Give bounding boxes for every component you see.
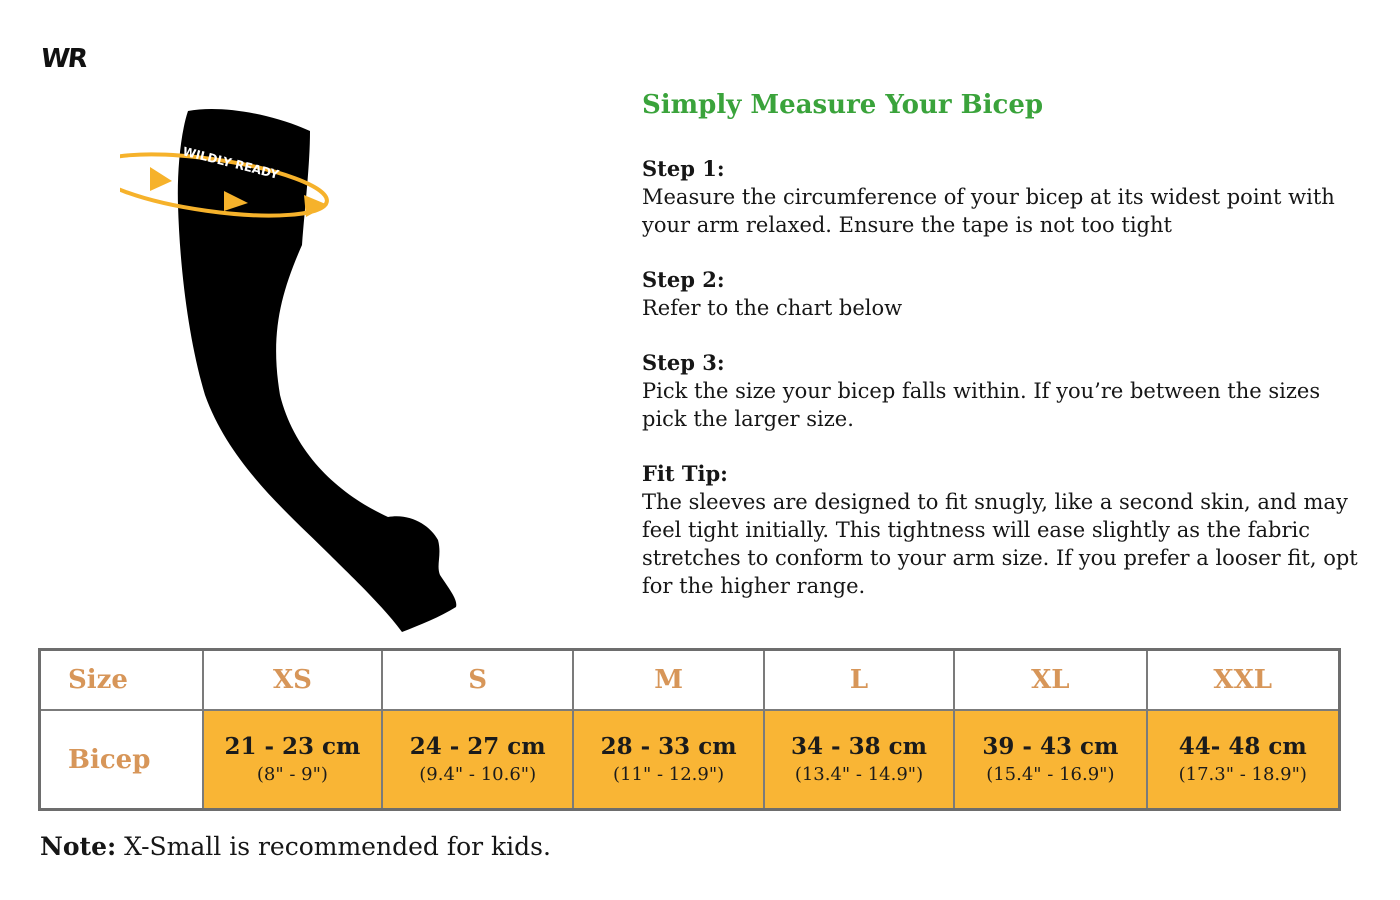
bicep-cell-l bbox=[764, 710, 954, 810]
size-header-row bbox=[40, 650, 1340, 711]
instruction-step bbox=[642, 266, 1362, 322]
step-text: Refer to the chart below bbox=[642, 296, 903, 320]
bicep-cell-m bbox=[573, 710, 763, 810]
bicep-cell-xl bbox=[954, 710, 1146, 810]
sleeve-brand-text: WILDLY READY bbox=[181, 144, 281, 182]
size-s: S bbox=[382, 650, 573, 711]
bicep-cm: 24 - 27 cm bbox=[409, 732, 546, 760]
size-header-label: Size bbox=[40, 650, 203, 711]
bicep-cm: 39 - 43 cm bbox=[982, 732, 1119, 760]
bicep-inches: (13.4" - 14.9") bbox=[794, 763, 924, 785]
bicep-cm: 44- 48 cm bbox=[1178, 732, 1307, 760]
bicep-inches: (8" - 9") bbox=[256, 763, 328, 785]
step-text: Measure the circumference of your bicep at its widest point with your arm relaxed. Ensure the tape is not too tight bbox=[642, 185, 1335, 237]
step-title: Step 1: bbox=[642, 156, 725, 181]
bicep-inches: (9.4" - 10.6") bbox=[419, 763, 537, 785]
bicep-cm: 21 - 23 cm bbox=[224, 732, 361, 760]
bicep-inches: (17.3" - 18.9") bbox=[1178, 763, 1307, 785]
note-text: X-Small is recommended for kids. bbox=[116, 832, 551, 861]
instruction-step bbox=[642, 460, 1362, 600]
size-xl: XL bbox=[954, 650, 1146, 711]
note bbox=[40, 830, 551, 864]
bicep-inches: (15.4" - 16.9") bbox=[986, 763, 1115, 785]
size-xs: XS bbox=[203, 650, 382, 711]
bicep-cm: 34 - 38 cm bbox=[791, 732, 927, 760]
size-chart-table bbox=[38, 648, 1341, 811]
brand-logo bbox=[41, 44, 111, 74]
instructions-heading: Simply Measure Your Bicep bbox=[642, 90, 1044, 120]
note-label: Note: bbox=[40, 832, 117, 861]
arm-sleeve-illustration bbox=[120, 95, 480, 640]
bicep-cell-xxl bbox=[1147, 710, 1340, 810]
bicep-row bbox=[40, 710, 1340, 810]
bicep-row-label: Bicep bbox=[40, 710, 203, 810]
brand-logo-text: WR bbox=[39, 44, 88, 74]
bicep-inches: (11" - 12.9") bbox=[613, 763, 725, 785]
step-title: Step 3: bbox=[642, 350, 725, 375]
instruction-step bbox=[642, 349, 1362, 433]
step-title: Step 2: bbox=[642, 267, 725, 292]
size-l: L bbox=[764, 650, 954, 711]
step-text: Pick the size your bicep falls within. If you’re between the sizes pick the larger size. bbox=[642, 379, 1321, 431]
step-title: Fit Tip: bbox=[642, 461, 728, 486]
size-xxl: XXL bbox=[1147, 650, 1340, 711]
instruction-step bbox=[642, 155, 1362, 239]
bicep-cm: 28 - 33 cm bbox=[600, 732, 737, 760]
size-m: M bbox=[573, 650, 763, 711]
instructions-panel bbox=[642, 88, 1362, 627]
bicep-cell-s bbox=[382, 710, 573, 810]
measure-arrow-left-icon bbox=[150, 167, 172, 191]
bicep-cell-xs bbox=[203, 710, 382, 810]
step-text: The sleeves are designed to fit snugly, like a second skin, and may feel tight initially. This tightness will ease slightly as the fabric stretches to conform to your arm size. If you prefer a looser fit, opt for the higher range. bbox=[642, 490, 1358, 598]
